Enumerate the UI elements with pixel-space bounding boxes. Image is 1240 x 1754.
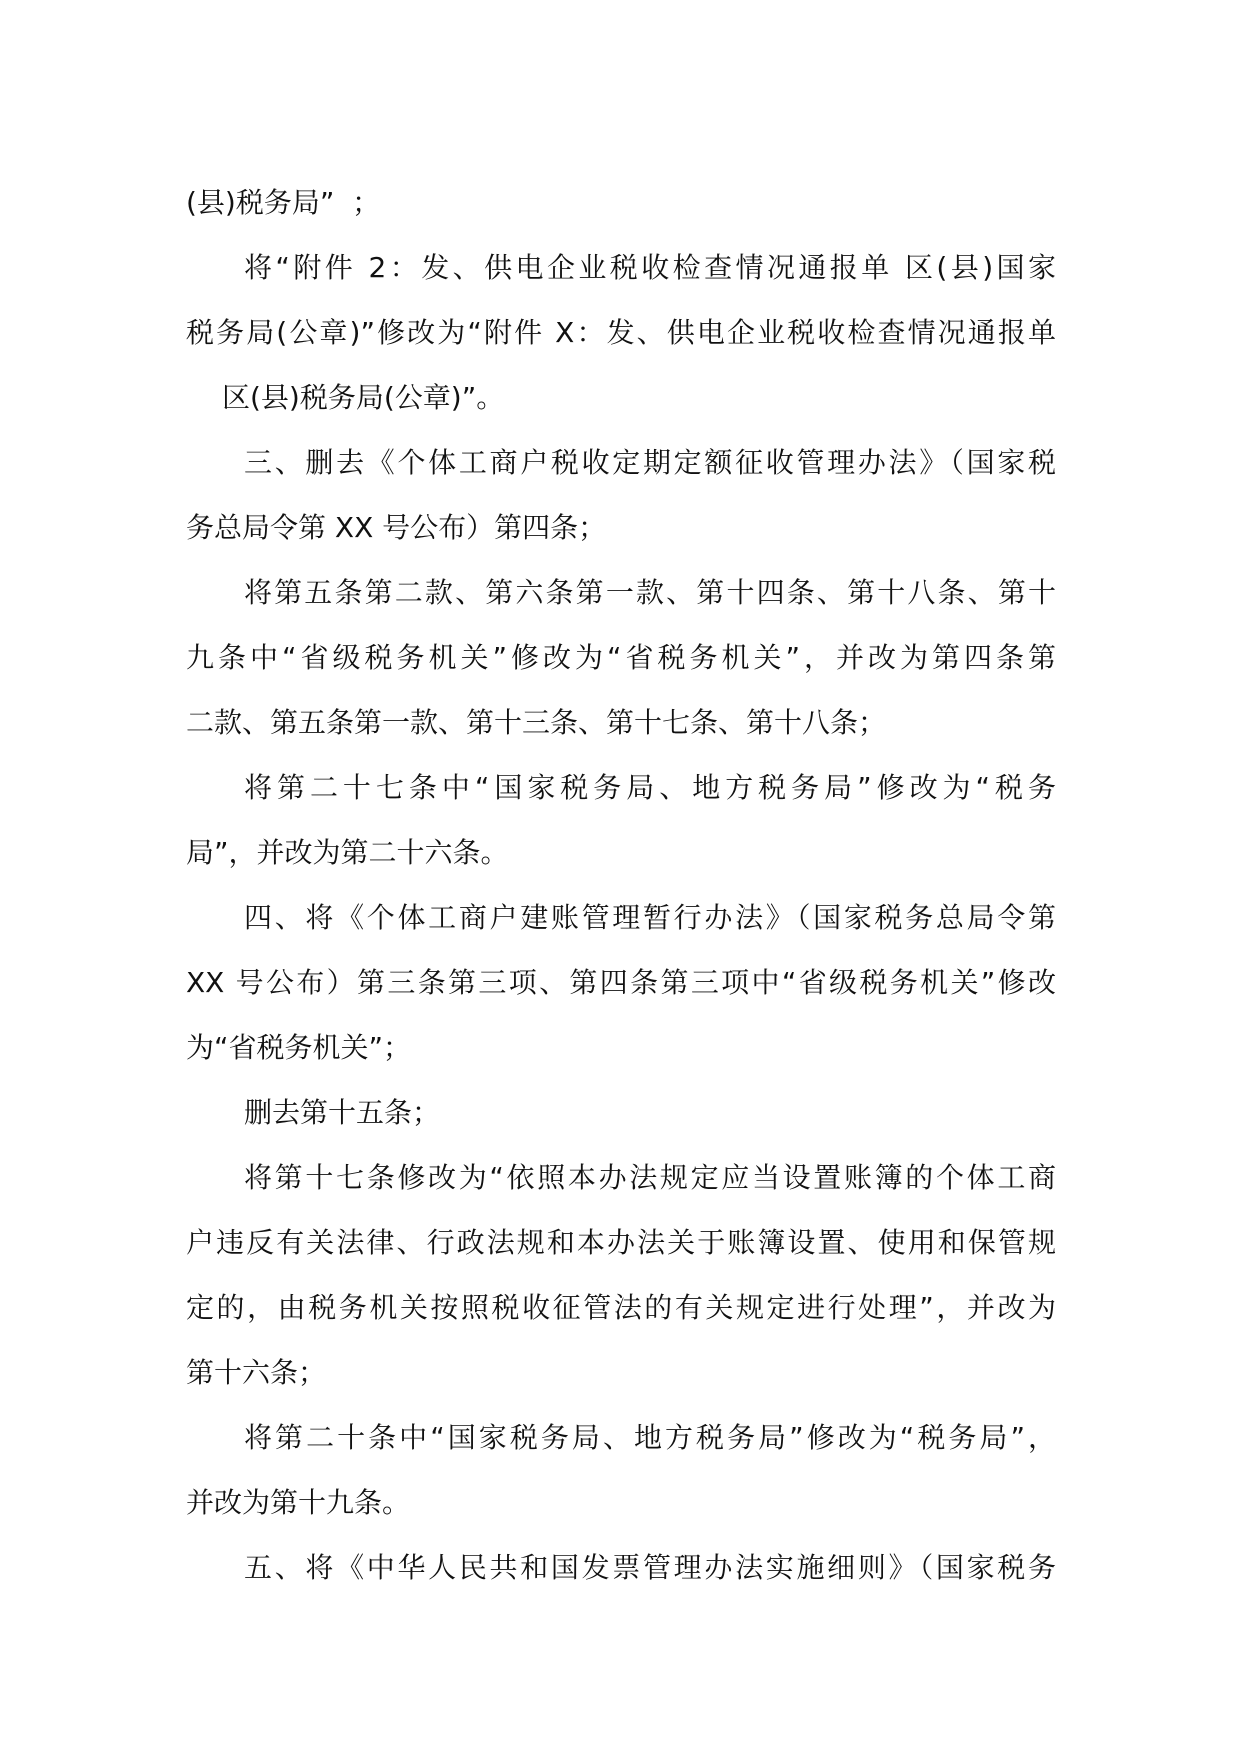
text-line: 四、将《个体工商户建账管理暂行办法》（国家税务总局令第 [244, 901, 1056, 934]
text-line: 第十六条； [186, 1356, 327, 1389]
text-line: 将第五条第二款、第六条第一款、第十四条、第十八条、第十 [244, 576, 1056, 609]
text-line: 定的，由税务机关按照税收征管法的有关规定进行处理”，并改为 [186, 1291, 1056, 1324]
text-line: 将第十七条修改为“依照本办法规定应当设置账簿的个体工商 [244, 1161, 1056, 1194]
text-line: (县)税务局” ； [186, 186, 381, 219]
text-line: 三、删去《个体工商户税收定期定额征收管理办法》（国家税 [244, 446, 1056, 479]
text-line: 将第二十七条中“国家税务局、地方税务局”修改为“税务 [244, 771, 1056, 804]
text-line: 删去第十五条； [244, 1096, 441, 1129]
text-line: 五、将《中华人民共和国发票管理办法实施细则》（国家税务 [244, 1551, 1056, 1584]
text-line: 为“省税务机关”； [186, 1031, 412, 1064]
text-line: 税务局(公章)”修改为“附件 X：发、供电企业税收检查情况通报单 [186, 316, 1056, 349]
text-line: 将第二十条中“国家税务局、地方税务局”修改为“税务局”， [244, 1421, 1056, 1454]
text-line: 并改为第十九条。 [186, 1486, 411, 1519]
text-line: 将“附件 2：发、供电企业税收检查情况通报单 区(县)国家 [244, 251, 1056, 284]
text-line: XX 号公布）第三条第三项、第四条第三项中“省级税务机关”修改 [186, 966, 1056, 999]
text-line: 户违反有关法律、行政法规和本办法关于账簿设置、使用和保管规 [186, 1226, 1056, 1259]
text-line: 九条中“省级税务机关”修改为“省税务机关”，并改为第四条第 [186, 641, 1056, 674]
text-line: 局”，并改为第二十六条。 [186, 836, 509, 869]
body-text [186, 170, 1056, 1600]
text-line: 务总局令第 XX 号公布）第四条； [186, 511, 607, 544]
text-line: 区(县)税务局(公章)”。 [222, 381, 505, 414]
text-line: 二款、第五条第一款、第十三条、第十七条、第十八条； [186, 706, 887, 739]
